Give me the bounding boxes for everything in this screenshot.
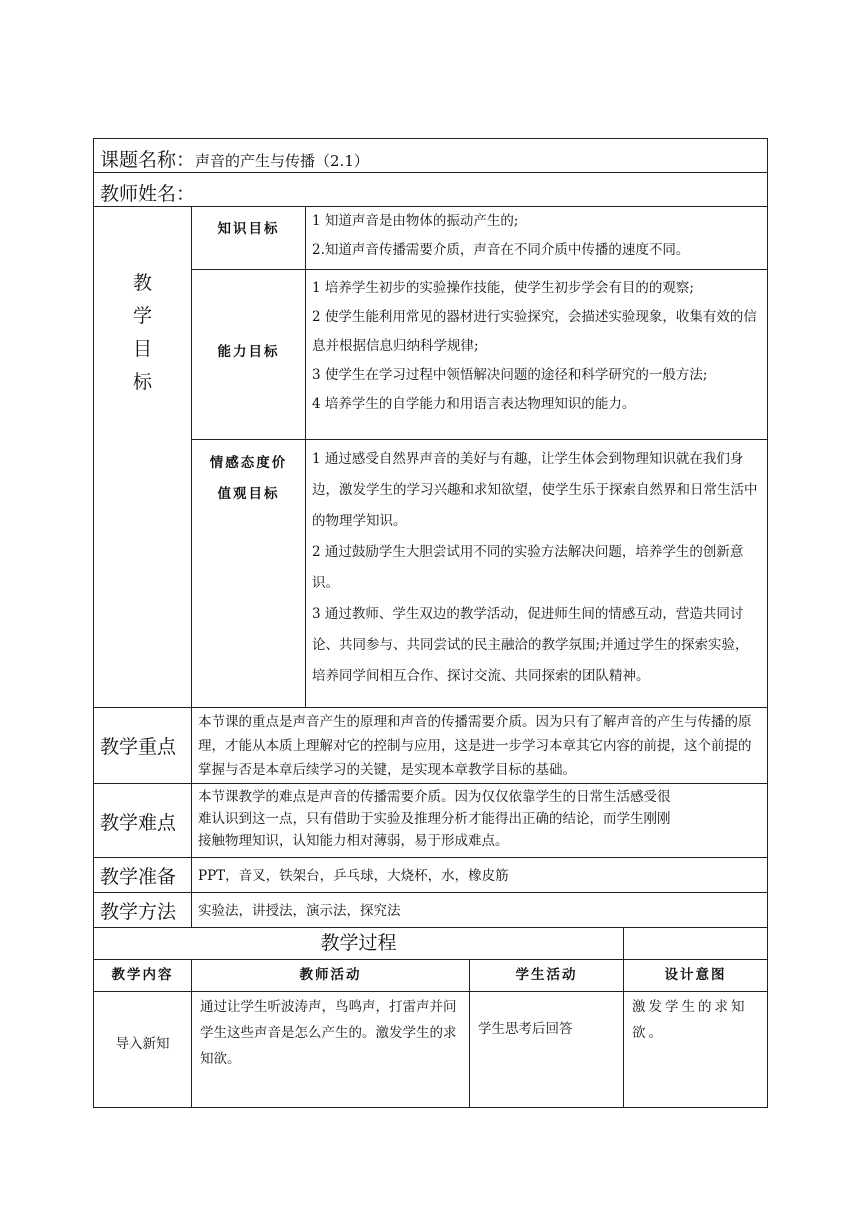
key-point-text-cell — [192, 708, 768, 784]
objectives-char-3: 目 — [132, 338, 152, 360]
header-intent: 设计意图 — [664, 967, 727, 983]
ability-line-4: 4 培养学生的自学能力和用语言表达物理知识的能力。 — [312, 396, 636, 412]
table-row — [94, 992, 768, 1108]
method-text-cell — [192, 893, 768, 928]
header-intent-cell — [624, 960, 768, 992]
process-title: 教学过程 — [320, 932, 397, 954]
header-student: 学生活动 — [515, 967, 578, 983]
emotion-label-cell — [192, 440, 306, 708]
knowledge-line-2: 2.知道声音传播需要介质，声音在不同介质中传播的速度不同。 — [312, 242, 690, 258]
ability-text-cell — [306, 270, 768, 440]
ability-line-2: 2 使学生能利用常见的器材进行实验探究，会描述实验现象，收集有效的信息并根据信息归纳科学规律; — [312, 309, 757, 354]
row-student: 学生思考后回答 — [478, 1021, 573, 1037]
preparation-label: 教学准备 — [100, 866, 177, 888]
process-title-empty-cell — [624, 928, 768, 960]
difficulty-label: 教学难点 — [100, 812, 177, 834]
method-text: 实验法，讲授法，演示法，探究法 — [198, 903, 401, 919]
header-content: 教学内容 — [111, 967, 174, 983]
key-point-label: 教学重点 — [100, 736, 177, 758]
objectives-char-1: 教 — [132, 272, 152, 294]
difficulty-line-2: 难认识到这一点，只有借助于实验及推理分析才能得出正确的结论，而学生刚刚 — [198, 811, 671, 827]
emotion-label-line-1: 情感态度价 — [209, 455, 288, 471]
teacher-label: 教师姓名： — [100, 183, 196, 205]
header-teacher-cell — [192, 960, 470, 992]
header-teacher: 教师活动 — [299, 967, 362, 983]
ability-label-cell — [192, 270, 306, 440]
course-title-row — [94, 139, 768, 173]
lesson-plan-table — [93, 138, 768, 1108]
method-label: 教学方法 — [100, 901, 177, 923]
objectives-label-cell — [94, 207, 192, 708]
course-label: 课题名称： — [100, 149, 196, 171]
key-point-text: 本节课的重点是声音产生的原理和声音的传播需要介质。因为只有了解声音的产生与传播的原理，才能从本质上理解对它的控制与应用，这是进一步学习本章其它内容的前提，这个前提的掌握与否是本章后续学习的关键，是实现本章教学目标的基础。 — [198, 714, 752, 778]
ability-label: 能力目标 — [217, 343, 280, 360]
row-content-cell — [94, 992, 192, 1108]
lesson-plan-document — [93, 138, 767, 1108]
emotion-line-2: 2 通过鼓励学生大胆尝试用不同的实验方法解决问题，培养学生的创新意识。 — [312, 544, 744, 591]
difficulty-label-cell — [94, 784, 192, 858]
ability-line-1: 1 培养学生初步的实验操作技能，使学生初步学会有目的的观察; — [312, 280, 694, 296]
objectives-char-4: 标 — [132, 371, 152, 393]
header-student-cell — [470, 960, 624, 992]
method-label-cell — [94, 893, 192, 928]
preparation-text-cell — [192, 858, 768, 893]
key-point-label-cell — [94, 708, 192, 784]
emotion-text-cell — [306, 440, 768, 708]
emotion-label-line-2: 值观目标 — [217, 486, 280, 502]
emotion-line-1: 1 通过感受自然界声音的美好与有趣，让学生体会到物理知识就在我们身边，激发学生的学习兴趣和求知欲望，使学生乐于探索自然界和日常生活中的物理学知识。 — [312, 451, 758, 529]
row-content: 导入新知 — [115, 1035, 170, 1052]
difficulty-text-cell — [192, 784, 768, 858]
difficulty-line-1: 本节课教学的难点是声音的传播需要介质。因为仅仅依靠学生的日常生活感受很 — [198, 789, 671, 805]
teacher-name-row — [94, 173, 768, 207]
row-intent: 激发学生的求知欲。 — [632, 999, 748, 1041]
knowledge-label-cell — [192, 207, 306, 270]
row-teacher: 通过让学生听波涛声，鸟鸣声，打雷声并问学生这些声音是怎么产生的。激发学生的求知欲。 — [200, 999, 457, 1067]
header-content-cell — [94, 960, 192, 992]
emotion-line-3: 3 通过教师、学生双边的教学活动，促进师生间的情感互动，营造共同讨论、共同参与、共同尝试的民主融洽的教学氛围;并通过学生的探索实验，培养同学间相互合作、探讨交流、共同探索的团队精神。 — [312, 606, 749, 684]
row-teacher-cell — [192, 992, 470, 1108]
course-name: 声音的产生与传播（2.1） — [195, 152, 369, 170]
preparation-text: PPT，音叉，铁架台，乒乓球，大烧杯，水，橡皮筋 — [198, 868, 509, 884]
knowledge-text-cell — [306, 207, 768, 270]
objectives-char-2: 学 — [132, 305, 152, 327]
row-intent-cell — [624, 992, 768, 1108]
knowledge-label: 知识目标 — [217, 221, 280, 237]
preparation-label-cell — [94, 858, 192, 893]
difficulty-line-3: 接触物理知识，认知能力相对薄弱，易于形成难点。 — [198, 833, 509, 849]
knowledge-line-1: 1 知道声音是由物体的振动产生的; — [312, 213, 519, 229]
process-title-cell — [94, 928, 624, 960]
ability-line-3: 3 使学生在学习过程中领悟解决问题的途径和科学研究的一般方法; — [312, 367, 708, 383]
row-student-cell — [470, 992, 624, 1108]
